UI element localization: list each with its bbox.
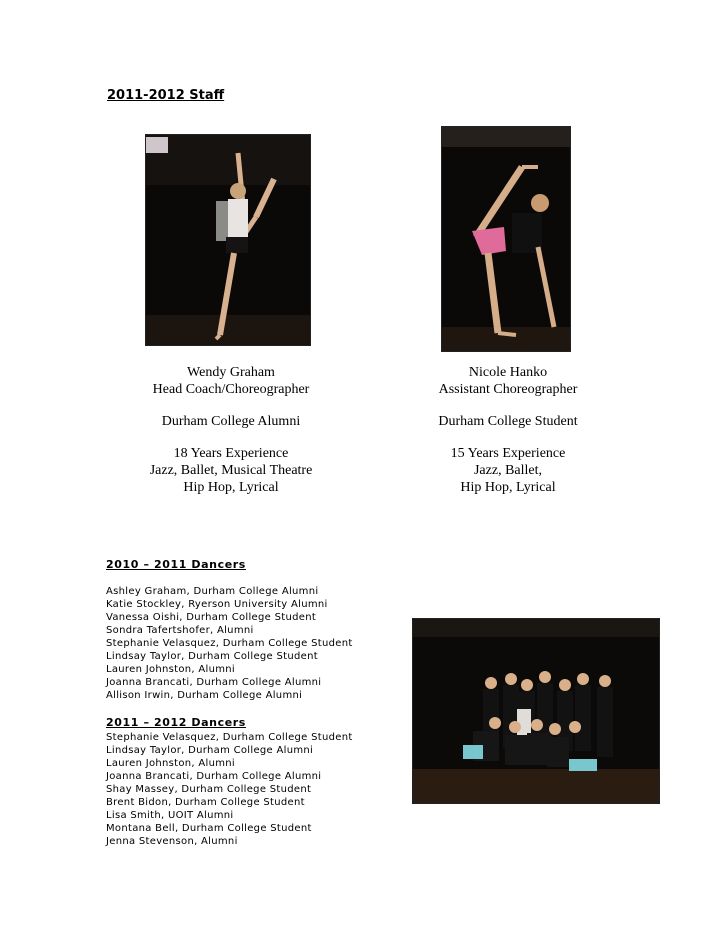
staff-styles: Hip Hop, Lyrical — [460, 480, 556, 495]
staff-name: Nicole Hanko — [468, 365, 548, 380]
dancers-2010-list — [106, 585, 353, 702]
staff-school: Durham College Student — [438, 414, 578, 429]
wendy-graham-photo — [145, 134, 311, 346]
list-item: Joanna Brancati, Durham College Alumni — [106, 677, 322, 688]
list-item: Stephanie Velasquez, Durham College Student — [106, 638, 353, 649]
list-item: Montana Bell, Durham College Student — [106, 823, 312, 834]
list-item: Brent Bidon, Durham College Student — [106, 797, 305, 808]
team-group-photo — [412, 618, 660, 804]
staff-styles: Jazz, Ballet, — [473, 463, 543, 478]
staff-experience: 15 Years Experience — [450, 446, 566, 461]
list-item: Sondra Tafertshofer, Alumni — [106, 625, 254, 636]
list-item: Joanna Brancati, Durham College Alumni — [106, 771, 322, 782]
dancers-2010-title: 2010 – 2011 Dancers — [106, 558, 246, 571]
staff-role: Assistant Choreographer — [438, 382, 578, 397]
list-item: Lisa Smith, UOIT Alumni — [106, 810, 234, 821]
staff-school: Durham College Alumni — [161, 414, 301, 429]
list-item: Shay Massey, Durham College Student — [106, 784, 312, 795]
staff-role: Head Coach/Choreographer — [152, 382, 310, 397]
list-item: Vanessa Oishi, Durham College Student — [106, 612, 317, 623]
list-item: Lindsay Taylor, Durham College Student — [106, 651, 318, 662]
staff-name: Wendy Graham — [187, 365, 275, 380]
dancers-2011-title: 2011 – 2012 Dancers — [106, 716, 246, 729]
staff-styles: Hip Hop, Lyrical — [183, 480, 279, 495]
list-item: Ashley Graham, Durham College Alumni — [106, 586, 319, 597]
list-item: Jenna Stevenson, Alumni — [106, 836, 238, 847]
staff-experience: 18 Years Experience — [173, 446, 289, 461]
dancers-2011-list — [106, 731, 353, 848]
staff-styles: Jazz, Ballet, Musical Theatre — [149, 463, 313, 478]
list-item: Allison Irwin, Durham College Alumni — [106, 690, 303, 701]
list-item: Lauren Johnston, Alumni — [106, 758, 235, 769]
staff-block-wendy — [131, 364, 331, 496]
list-item: Stephanie Velasquez, Durham College Student — [106, 732, 353, 743]
page-heading: 2011-2012 Staff — [107, 88, 225, 103]
list-item: Lauren Johnston, Alumni — [106, 664, 235, 675]
list-item: Lindsay Taylor, Durham College Alumni — [106, 745, 314, 756]
list-item: Katie Stockley, Ryerson University Alumni — [106, 599, 328, 610]
nicole-hanko-photo — [441, 126, 571, 352]
staff-block-nicole — [408, 364, 608, 496]
